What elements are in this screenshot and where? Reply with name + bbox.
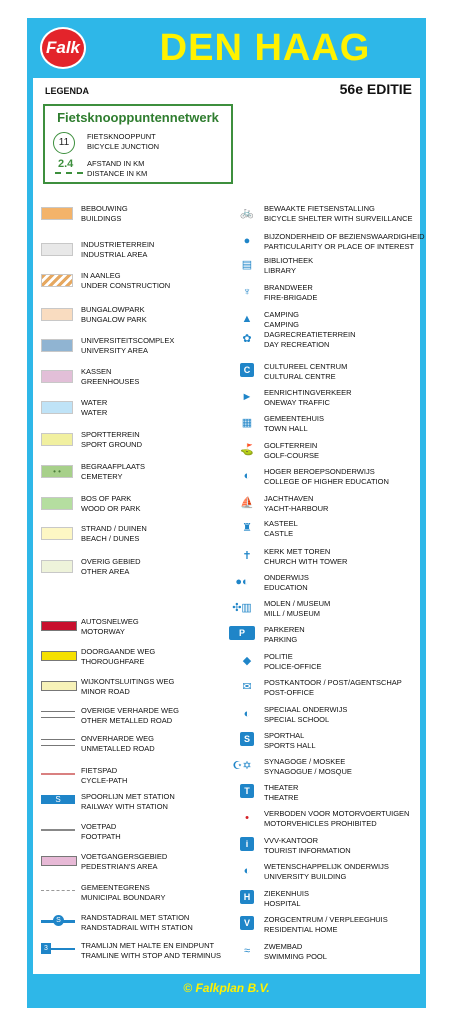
tourist-info-icon: i [240,837,254,851]
legend-item-label: ONDERWIJS EDUCATION [264,573,309,592]
area-swatch [41,308,73,321]
legend-item-label: DAGRECREATIETERREIN DAY RECREATION [264,330,356,349]
legend-item-label: KASTEEL CASTLE [264,519,298,538]
legend-item-label: VVV-KANTOOR TOURIST INFORMATION [264,836,351,855]
legend-item-label: AUTOSNELWEG MOTORWAY [81,617,139,636]
legend-item-label: FIETSPAD CYCLE-PATH [81,766,128,785]
legend-item-label: GEMEENTEGRENS MUNICIPAL BOUNDARY [81,883,166,902]
bicycle-shelter-icon: 🚲 [240,207,254,219]
legend-item-label: TRAMLIJN MET HALTE EN EINDPUNT TRAMLINE WITH STOP AND TERMINUS [81,941,222,960]
synagogue-mosque-icon: ☪✡ [232,760,252,772]
legend-item-label: BIBLIOTHEEK LIBRARY [264,256,314,275]
distance-value: 2.4 [58,158,74,170]
area-swatch [41,560,73,573]
yacht-harbour-icon: ⛵ [240,497,254,509]
legend-item-label: MOLEN / MUSEUM MILL / MUSEUM [264,599,331,618]
legend-item-label: BEBOUWING BUILDINGS [81,204,128,223]
legend-item-label: OVERIGE VERHARDE WEG OTHER METALLED ROAD [81,706,179,725]
legend-item-label: BEWAAKTE FIETSENSTALLING BICYCLE SHELTER WITH SURVEILLANCE [264,204,413,223]
area-swatch [41,401,73,414]
legend-item-label: ZWEMBAD SWIMMING POOL [264,942,327,961]
legend-item-label: BRANDWEER FIRE-BRIGADE [264,283,318,302]
road-symbol [41,651,77,661]
area-swatch [41,527,73,540]
swimming-pool-icon: ≈ [243,945,251,957]
legend-item-label: BOS OF PARK WOOD OR PARK [81,494,141,513]
legend-item-label: CAMPING CAMPING [264,310,300,329]
legend-item-label: BIJZONDERHEID OF BEZIENSWAARDIGHEID PARTICULARITY OR PLACE OF INTEREST [264,232,425,251]
legend-item-label: VOETGANGERSGEBIED PEDESTRIAN'S AREA [81,852,168,871]
legend-item-label: SYNAGOGE / MOSKEE SYNAGOGUE / MOSQUE [264,757,352,776]
area-swatch: • • [41,465,73,478]
castle-icon: ♜ [242,522,252,534]
post-office-icon: ✉ [242,681,252,693]
library-icon: ▤ [241,259,253,271]
area-swatch [41,497,73,510]
town-hall-icon: ▦ [241,417,253,429]
legend-item-label: CULTUREEL CENTRUM CULTURAL CENTRE [264,362,348,381]
road-symbol [41,711,75,718]
legend-item-label: VOETPAD FOOTPATH [81,822,121,841]
page-title: DEN HAAG [159,27,371,69]
no-motor-vehicles-icon: • [245,812,249,824]
junction-label: FIETSKNOOPPUNT BICYCLE JUNCTION [87,132,160,151]
legend-item-label: GEMEENTEHUIS TOWN HALL [264,414,325,433]
area-swatch [41,370,73,383]
education-icon: ●◐ [235,576,249,588]
randstadrail-icon [41,917,75,924]
legend-item-label: WIJKONTSLUITINGS WEG MINOR ROAD [81,677,175,696]
bicycle-junction-icon: 11 [53,132,75,154]
road-symbol [41,681,77,691]
legend-item-label: INDUSTRIETERREIN INDUSTRIAL AREA [81,240,155,259]
day-recreation-icon: ✿ [242,333,252,345]
legend-item-label: ZIEKENHUIS HOSPITAL [264,889,310,908]
police-icon: ◆ [242,655,252,667]
legend-item-label: ZORGCENTRUM / VERPLEEGHUIS RESIDENTIAL HOME [264,915,388,934]
legend-item-label: UNIVERSITEITSCOMPLEX UNIVERSITY AREA [81,336,175,355]
legend-item-label: RANDSTADRAIL MET STATION RANDSTADRAIL WITH STATION [81,913,193,932]
legend-item-label: WATER WATER [81,398,108,417]
copyright-footer: © Falkplan B.V. [183,981,270,995]
area-swatch [41,243,73,256]
area-swatch [41,274,73,287]
legend-item-label: POSTKANTOOR / POST/AGENTSCHAP POST-OFFICE [264,678,402,697]
legend-item-label: BUNGALOWPARK BUNGALOW PARK [81,305,147,324]
hospital-icon: H [240,890,254,904]
legend-item-label: GOLFTERREIN GOLF-COURSE [264,441,320,460]
college-icon: ◐ [243,470,251,482]
special-school-icon: ◐ [243,708,251,720]
mill-museum-icon: ✣▥ [232,602,252,614]
road-symbol [41,739,75,746]
legend-item-label: SPOORLIJN MET STATION RAILWAY WITH STATION [81,792,175,811]
legend-item-label: SPORTTERREIN SPORT GROUND [81,430,142,449]
sports-hall-icon: S [240,732,254,746]
legend-item-label: PARKEREN PARKING [264,625,305,644]
tramline-icon [41,945,75,952]
legend-item-label: POLITIE POLICE-OFFICE [264,652,322,671]
area-swatch [41,207,73,220]
golf-icon: ⛳ [240,444,254,456]
road-symbol [41,621,77,631]
legend-item-label: HOGER BEROEPSONDERWIJS COLLEGE OF HIGHER EDUCATION [264,467,389,486]
tram-terminus-icon: 3 [41,943,51,954]
cycle-network-box [43,104,233,184]
path-symbol [41,773,75,775]
legend-item-label: VERBODEN VOOR MOTORVOERTUIGEN MOTORVEHICLES PROHIBITED [264,809,410,828]
legend-item-label: THEATER THEATRE [264,783,299,802]
cultural-centre-icon: C [240,363,254,377]
legend-item-label: EENRICHTINGVERKEER ONEWAY TRAFFIC [264,388,352,407]
church-icon: ✝ [242,550,252,562]
distance-label: AFSTAND IN KM DISTANCE IN KM [87,159,148,178]
legend-item-label: SPECIAAL ONDERWIJS SPECIAL SCHOOL [264,705,348,724]
camping-icon: ▲ [241,313,253,325]
legend-item-label: SPORTHAL SPORTS HALL [264,731,316,750]
boundary-symbol [41,890,75,891]
station-dot-icon: S [53,915,64,926]
oneway-arrow-icon: ► [241,391,253,403]
legend-item-label: ONVERHARDE WEG UNMETALLED ROAD [81,734,155,753]
cycle-network-title: Fietsknooppuntennetwerk [57,110,219,125]
legend-item-label: WETENSCHAPPELIJK ONDERWIJS UNIVERSITY BUILDING [264,862,389,881]
legend-item-label: KERK MET TOREN CHURCH WITH TOWER [264,547,348,566]
edition-label: 56e EDITIE [339,81,412,97]
legend-item-label: IN AANLEG UNDER CONSTRUCTION [81,271,171,290]
legend-item-label: OVERIG GEBIED OTHER AREA [81,557,141,576]
area-swatch [41,339,73,352]
legend-item-label: BEGRAAFPLAATS CEMETERY [81,462,146,481]
theatre-icon: T [240,784,254,798]
residential-home-icon: V [240,916,254,930]
university-icon: ◐ [243,865,251,877]
parking-icon: P [229,626,255,640]
legend-item-label: JACHTHAVEN YACHT-HARBOUR [264,494,329,513]
falk-logo: Falk [40,27,86,69]
place-of-interest-icon: ● [243,235,251,247]
fire-brigade-icon: ♆ [242,286,252,298]
legend-label: LEGENDA [45,86,90,96]
railway-station-icon: S [41,795,75,804]
legend-item-label: DOORGAANDE WEG THOROUGHFARE [81,647,156,666]
area-swatch [41,433,73,446]
legend-item-label: KASSEN GREENHOUSES [81,367,140,386]
legend-item-label: STRAND / DUINEN BEACH / DUNES [81,524,147,543]
path-symbol [41,829,75,831]
road-symbol [41,856,77,866]
distance-line [55,172,83,174]
